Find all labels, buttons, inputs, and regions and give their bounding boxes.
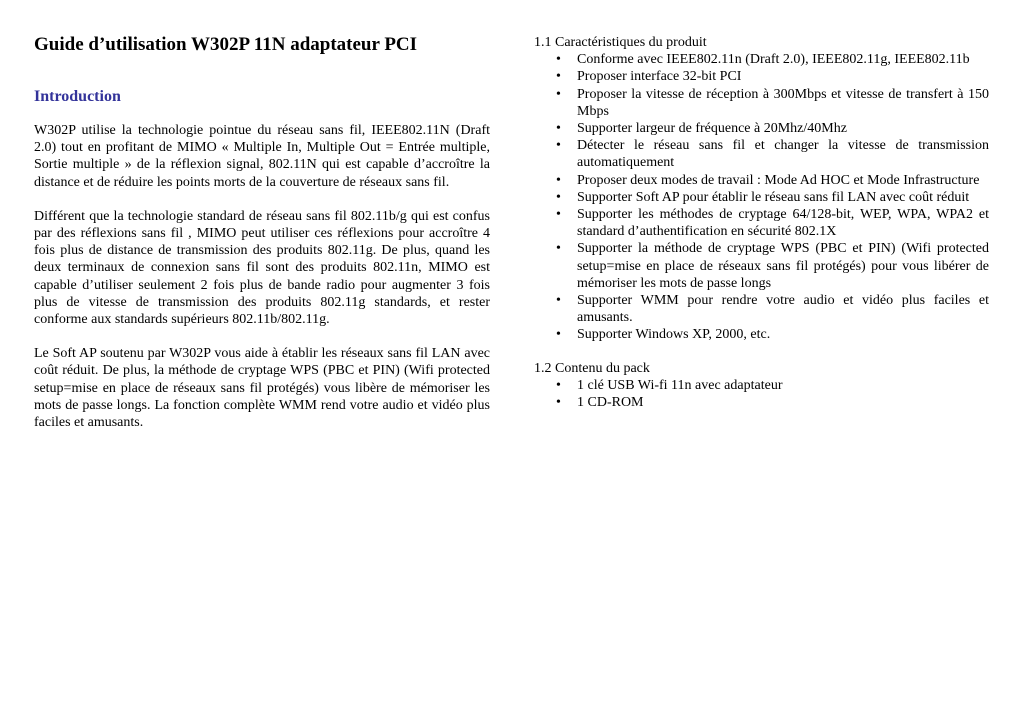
list-item [534,137,989,171]
list-item-text: Proposer deux modes de travail : Mode Ad HOC et Mode Infrastructure [577,172,980,188]
bullet-icon: • [556,395,561,411]
intro-paragraph-2: Différent que la technologie standard de réseau sans fil 802.11b/g qui est confus par des réflexions sans fil , MIMO peut utiliser ces réflexions pour accroître 4 fois plus de distance de transmission des produits 802.11g. De plus, quand les deux terminaux de connexion sans fil sont des produits 802.11n, MIMO est capable d’utiliser seulement 2 fois plus de bande radio pour augmenter 3 fois plus de vitesse de transmission des produits 802.11g standards, et rester conforme aux standards supérieurs 802.11b/802.11g. [34,208,490,328]
list-item-text: Supporter les méthodes de cryptage 64/128-bit, WEP, WPA, WPA2 et standard d’authentification en sécurité 802.1X [577,207,989,240]
document-title: Guide d’utilisation W302P 11N adaptateur PCI [34,34,418,55]
bullet-icon: • [556,121,561,137]
list-item [534,377,989,394]
list-item-text: 1 CD-ROM [577,395,644,411]
bullet-icon: • [556,69,561,85]
list-item-text: Supporter la méthode de cryptage WPS (PBC et PIN) (Wifi protected setup=mise en place de réseaux sans fil protégés) pour vous libérer de mémoriser les mots de passe longs [577,241,989,291]
right-column [534,34,989,411]
features-heading: 1.1 Caractéristiques du produit [534,35,707,50]
bullet-icon: • [556,377,561,393]
bullet-icon: • [556,207,561,223]
bullet-icon: • [556,172,561,188]
list-item [534,394,989,411]
list-item [534,120,989,137]
intro-paragraph-3: Le Soft AP soutenu par W302P vous aide à établir les réseaux sans fil LAN avec coût réduit. De plus, la méthode de cryptage WPS (PBC et PIN) (Wifi protected setup=mise en place de réseaux sans fil protégés) vous libère de mémoriser les mots de passe longs. La fonction complète WMM rend votre audio et vidéo plus faciles et amusants. [34,346,490,431]
list-item [534,189,989,206]
list-item [534,326,989,343]
list-item-text: Supporter largeur de fréquence à 20Mhz/40Mhz [577,121,847,137]
introduction-heading: Introduction [34,88,121,105]
list-item [534,292,989,326]
bullet-icon: • [556,138,561,154]
list-item [534,240,989,292]
list-item-text: Supporter Windows XP, 2000, etc. [577,327,771,343]
bullet-icon: • [556,293,561,309]
bullet-icon: • [556,86,561,102]
list-item-text: Proposer interface 32-bit PCI [577,69,742,85]
list-item-text: Conforme avec IEEE802.11n (Draft 2.0), IEEE802.11g, IEEE802.11b [577,52,970,68]
intro-paragraph-1: W302P utilise la technologie pointue du réseau sans fil, IEEE802.11N (Draft 2.0) tout en profitant de MIMO « Multiple In, Multiple Out = Entrée multiple, Sortie multiple » de la réflexion signal, 802.11N qui est capable d’accroître la distance et de réduire les points morts de la couverture de réseaux sans fil. [34,123,490,190]
bullet-icon: • [556,189,561,205]
pack-contents-heading: 1.2 Contenu du pack [534,360,650,376]
list-item-text: 1 clé USB Wi-fi 11n avec adaptateur [577,377,783,393]
bullet-icon: • [556,327,561,343]
list-item [534,86,989,120]
list-item [534,172,989,189]
left-column [34,32,490,431]
list-item [534,51,989,68]
features-list [534,51,989,343]
bullet-icon: • [556,52,561,68]
list-item-text: Détecter le réseau sans fil et changer la vitesse de transmission automatiquement [577,138,989,171]
list-item-text: Proposer la vitesse de réception à 300Mbps et vitesse de transfert à 150 Mbps [577,86,989,119]
pack-contents-list [534,377,989,411]
list-item [534,68,989,85]
list-item-text: Supporter WMM pour rendre votre audio et vidéo plus faciles et amusants. [577,293,989,326]
bullet-icon: • [556,241,561,257]
list-item-text: Supporter Soft AP pour établir le réseau sans fil LAN avec coût réduit [577,189,970,205]
list-item [534,206,989,240]
